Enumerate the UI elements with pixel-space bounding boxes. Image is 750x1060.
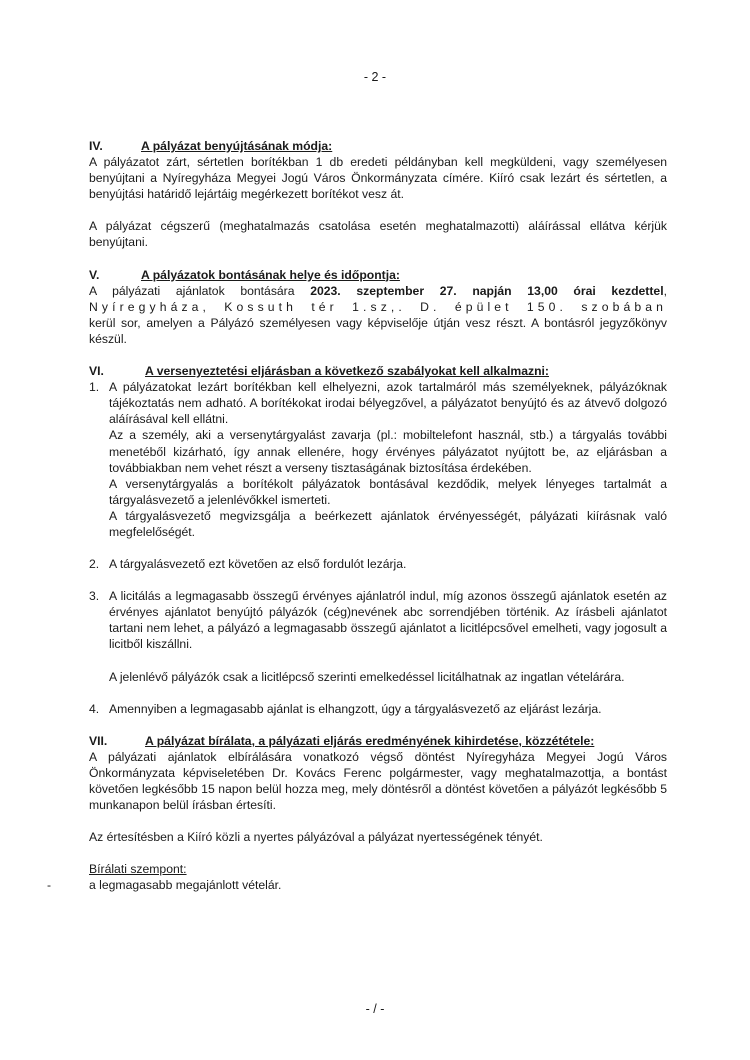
rule-item-3 — [89, 588, 667, 684]
text-span: A pályázati ajánlatok bontására — [89, 283, 311, 298]
rule-paragraph: A versenytárgyalás a borítékolt pályázatok bontásával kezdődik, melyek lényeges tartalmát a tárgyalásvezető a jelenlévőkkel ismerteti. — [109, 476, 667, 507]
rule-item-2 — [89, 556, 667, 572]
section-iv-paragraph-2: A pályázat cégszerű (meghatalmazás csatolása esetén meghatalmazotti) aláírással ellátva kérjük benyújtani. — [89, 219, 667, 250]
rule-number: 1. — [89, 380, 100, 395]
rule-paragraph: A pályázatokat lezárt borítékban kell elhelyezni, azok tartalmáról más személyeknek, pályázóknak tájékoztatás nem adható. A borítékokat irodai bélyegzővel, a pályázatot benyújtó és az átvevő dolgozó aláírásával kell ellátni. — [109, 380, 667, 427]
section-title: A versenyeztetési eljárásban a következő szabályokat kell alkalmazni: — [145, 364, 549, 379]
list-dash: - — [47, 878, 52, 893]
section-vii-heading — [89, 733, 667, 749]
criteria-text: a legmagasabb megajánlott vételár. — [89, 878, 282, 893]
rule-paragraph: A jelenlévő pályázók csak a licitlépcső szerinti emelkedéssel licitálhatnak az ingatlan vételárára. — [109, 669, 625, 684]
section-number: V. — [89, 267, 100, 282]
opening-date-time: 2023. szeptember 27. napján 13,00 órai kezdettel — [310, 283, 664, 298]
section-vii-paragraph-2: Az értesítésben a Kiíró közli a nyertes pályázóval a pályázat nyertességének tényét. — [89, 830, 543, 845]
text-span: kerül sor, amelyen a Pályázó személyesen vagy képviselője útján vesz részt. A bontásról jegyzőkönyv készül. — [89, 315, 667, 346]
rule-paragraph: Amennyiben a legmagasabb ajánlat is elhangzott, úgy a tárgyalásvezető az eljárást lezárja. — [109, 701, 602, 716]
section-title: A pályázat benyújtásának módja: — [141, 139, 333, 153]
section-v-paragraph — [89, 283, 667, 347]
section-v-heading — [89, 267, 667, 283]
section-iv-paragraph-1: A pályázatot zárt, sértetlen borítékban 1 db eredeti példányban kell megküldeni, vagy személyesen benyújtani a Nyíregyháza Megyei Jogú Város Önkormányzata címére. Kiíró csak lezárt és sértetlen, a benyújtási határidő lejártáig megérkezett borítékot vesz át. — [89, 155, 667, 202]
section-number: VII. — [89, 733, 108, 748]
rule-number: 4. — [89, 701, 100, 716]
section-title: A pályázat bírálata, a pályázati eljárás eredményének kihirdetése, közzététele: — [145, 733, 595, 748]
criteria-list-item — [47, 877, 667, 893]
section-vi-heading — [89, 363, 667, 379]
page-number-footer: - / - — [365, 1002, 385, 1016]
text-span: , — [663, 283, 667, 298]
rule-item-4 — [89, 701, 667, 717]
document-body — [47, 138, 667, 893]
section-number: IV. — [89, 139, 103, 153]
section-number: VI. — [89, 364, 104, 379]
rule-number: 3. — [89, 589, 100, 604]
rule-paragraph: A licitálás a legmagasabb összegű érvényes ajánlatról indul, míg azonos összegű ajánlatok esetén az érvényes ajánlatot benyújtó pályázók (cég)nevének abc sorrendjében történik. Az írásbeli ajánlatot tartani nem lehet, a pályázó a legmagasabb összegű ajánlatot a licitlépcsővel emelheti, vagy jogosult a licitből kiszállni. — [109, 589, 667, 652]
rule-item-1 — [89, 379, 667, 540]
section-iv-heading — [89, 138, 667, 154]
rule-number: 2. — [89, 557, 100, 572]
rule-paragraph: A tárgyalásvezető megvizsgálja a beérkezett ajánlatok érvényességét, pályázati kiírásnak való megfelelőségét. — [109, 508, 667, 539]
opening-location: Nyíregyháza, Kossuth tér 1.sz,. D. épület 150. szobában — [89, 299, 667, 314]
rule-paragraph: A tárgyalásvezető ezt követően az első fordulót lezárja. — [109, 557, 407, 572]
criteria-label: Bírálati szempont: — [89, 862, 187, 877]
section-title: A pályázatok bontásának helye és időpontja: — [141, 267, 400, 282]
rule-paragraph: Az a személy, aki a versenytárgyalást zavarja (pl.: mobiltelefont használ, stb.) a tárgyalás további menetéből kizárható, így annak ellenére, hogy érvényes pályázatot nyújtott be, az eljárásban a továbbiakban nem vehet részt a verseny tisztaságának biztosítása érdekében. — [109, 428, 667, 475]
section-vii-paragraph-1: A pályázati ajánlatok elbírálására vonatkozó végső döntést Nyíregyháza Megyei Jogú Város Önkormányzata képviseletében Dr. Kovács Ferenc polgármester, vagy meghatalmazottja, a bontást követően legkésőbb 15 napon belül hozza meg, mely döntésről a döntést követően a pályázót legkésőbb 5 munkanapon belül írásban értesíti. — [89, 749, 667, 813]
page-number-header: - 2 - — [363, 70, 387, 84]
